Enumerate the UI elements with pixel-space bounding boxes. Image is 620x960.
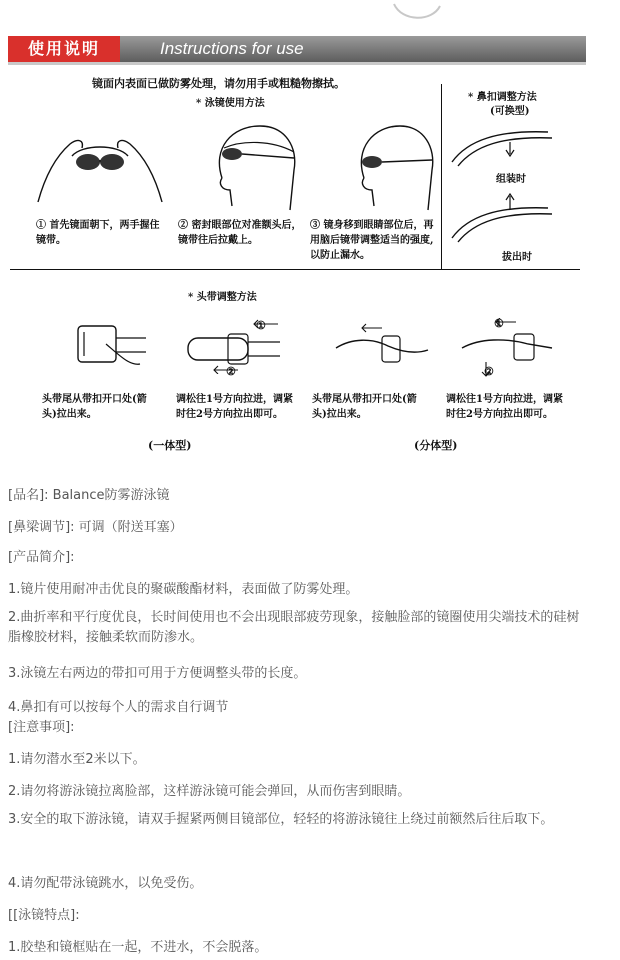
nose-assemble-label: 组装时	[496, 174, 526, 185]
strap2-mark-2: ②	[226, 365, 236, 378]
intro-item-3: 3.泳镜左右两边的带扣可用于方便调整头带的长度。	[8, 666, 307, 681]
strap4-mark-1: ①	[494, 317, 504, 330]
nose-bridge-title: * 鼻扣调整方法	[468, 92, 537, 103]
strap4-illustration	[456, 318, 556, 380]
title-english: Instructions for use	[120, 36, 586, 62]
intro-item-1: 1.镜片使用耐冲击优良的聚碳酸酯材料，表面做了防雾处理。	[8, 582, 359, 597]
type-one-piece: (一体型)	[148, 439, 192, 452]
step2-caption: ② 密封眼部位对准额头后，镜带往后拉戴上。	[178, 220, 302, 246]
strap3-caption: 头带尾从带扣开口处(箭头)拉出来。	[312, 394, 417, 420]
decorative-arc	[392, 0, 442, 24]
title-chinese: 使用说明	[8, 36, 120, 62]
feature-heading: [[泳镜特点]:	[8, 908, 80, 923]
nose-bridge-subtitle: (可换型)	[490, 106, 530, 117]
diagram-column-divider	[441, 84, 442, 270]
strap4-caption: 调松往1号方向拉进，调紧时往2号方向拉出即可。	[446, 394, 563, 420]
strap1-caption: 头带尾从带扣开口处(箭头)拉出来。	[42, 394, 147, 420]
section-header	[0, 30, 620, 68]
nose-bridge-adjust: [鼻梁调节]: 可调（附送耳塞）	[8, 520, 183, 535]
step2-illustration	[202, 118, 302, 214]
diagram-divider	[10, 269, 580, 270]
strap3-illustration	[332, 322, 430, 376]
anti-fog-notice: 镜面内表面已做防雾处理，请勿用手或粗糙物擦拭。	[92, 77, 345, 90]
strap2-mark-1: ①	[256, 319, 266, 332]
nose-remove-label: 拔出时	[502, 252, 532, 263]
caution-item-1: 1.请勿潜水至2米以下。	[8, 752, 146, 767]
caution-item-4: 4.请勿配带泳镜跳水，以免受伤。	[8, 876, 203, 891]
strap1-illustration	[70, 316, 150, 376]
intro-heading: [产品简介]:	[8, 550, 75, 565]
usage-method-title: * 泳镜使用方法	[196, 98, 265, 109]
caution-item-2: 2.请勿将游泳镜拉离脸部，这样游泳镜可能会弹回，从而伤害到眼睛。	[8, 784, 411, 799]
product-name: [品名]: Balance防雾游泳镜	[8, 488, 170, 503]
nose-remove-illustration	[448, 192, 558, 244]
strap4-mark-2: ②	[484, 365, 494, 378]
intro-item-4: 4.鼻扣有可以按每个人的需求自行调节	[8, 700, 229, 715]
strap-method-title: * 头带调整方法	[188, 292, 257, 303]
type-split: (分体型)	[414, 439, 458, 452]
nose-assemble-illustration	[448, 122, 558, 168]
strap2-caption: 调松往1号方向拉进，调紧时往2号方向拉出即可。	[176, 394, 293, 420]
feature-item-1: 1.胶垫和镜框贴在一起，不进水，不会脱落。	[8, 940, 268, 955]
caution-item-3: 3.安全的取下游泳镜，请双手握紧两侧目镜部位，轻轻的将游泳镜往上绕过前额然后往后取下。	[8, 812, 554, 827]
intro-item-2: 2.曲折率和平行度优良，长时间使用也不会出现眼部疲劳现象，接触脸部的镜圈使用尖端技术的硅树脂橡胶材料，接触柔软而防渗水。	[8, 610, 580, 645]
caution-heading: [注意事项]:	[8, 720, 75, 735]
header-divider	[8, 62, 586, 65]
step3-illustration	[348, 118, 438, 214]
step1-caption: ① 首先镜面朝下，两手握住镜带。	[36, 220, 160, 246]
step1-illustration	[30, 122, 170, 212]
step3-caption: ③ 镜身移到眼睛部位后，再用脑后镜带调整适当的强度,以防止漏水。	[310, 220, 434, 261]
